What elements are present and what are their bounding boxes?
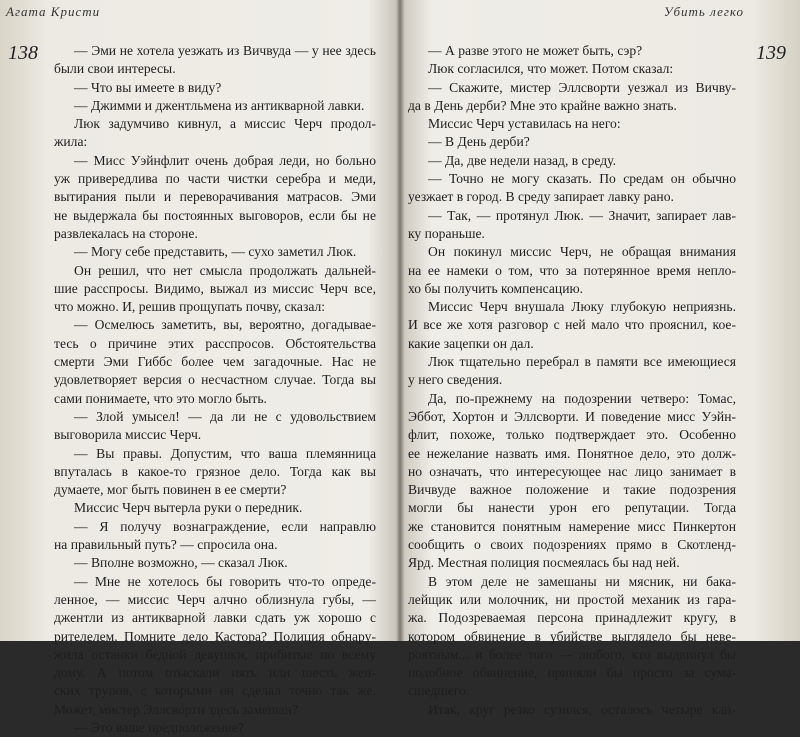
right-page [402,0,800,717]
text-line: жила: [54,134,88,150]
left-page [0,0,398,735]
text-line: Он покинул миссис Черч, не обращая внимания [428,244,736,260]
body-text [408,42,736,719]
text-line: — Скажите, мистер Эллсворти уезжал из Вичву- [428,79,736,95]
text-line: шие расспросы. Видимо, выжал из миссис Черч все, [54,280,376,296]
text-line: — Вполне возможно, — сказал Люк. [74,555,288,571]
text-line: Может, мистер Эллсворти здесь замешан? [54,701,298,717]
text-line: ку пораньше. [408,225,485,241]
text-line: уезжает в город. В среду запирает лавку рано. [408,189,674,205]
text-line: жила останки бедной девушки, прибитые по всему [54,646,376,662]
text-line: но означать, что интересующее нас лицо занимает в [408,463,736,479]
text-line: — А разве этого не может быть, сэр? [428,43,643,58]
text-line: вытирания пыли и переворачивания матрасов. Эми [54,189,376,205]
text-line: тесь о причине этих расспросов. Обстоятельства [54,335,376,351]
text-line: подобное обвинение, приняли бы просто за сума- [408,665,736,681]
text-line: Ярд. Местная полиция посмеялась бы над ней. [408,555,680,571]
text-line: Итак, круг резко сузился, осталось четыре кан- [428,701,736,717]
running-head-author: Агата Кристи [6,4,101,19]
text-line: — Мне не хотелось бы говорить что-то опреде- [74,573,376,589]
text-line: впуталась в какое-то грязное дело. Тогда как вы [54,463,376,479]
text-line: Люк согласился, что может. Потом сказал: [428,61,674,77]
text-line: — Да, две недели назад, в среду. [428,152,616,168]
text-line: Он решил, что нет смысла продолжать дальней- [74,262,376,278]
page-number: 139 [756,42,786,64]
text-line: — Могу себе представить, — сухо заметил Люк. [74,244,357,260]
text-line: — Так, — протянул Люк. — Значит, запирает лав- [428,207,736,223]
text-line: И все же хотя разговор с ней мало что прояснил, кое- [408,317,736,333]
text-line: какие зацепки он дал. [408,335,534,351]
text-line: были свои интересы. [54,61,176,77]
text-line: — Джимми и джентльмена из антикварной лавки. [74,97,365,113]
text-line: котором обвинение в убийстве выглядело бы невe- [408,628,736,644]
text-line: — Вы правы. Допустим, что ваша племянница [74,445,376,461]
text-line: — Эми не хотела уезжать из Вичвуда — у нее здесь [74,43,376,58]
running-head-title: Убить легко [663,4,744,19]
page-number: 138 [8,42,38,64]
text-line: хо бы получить компенсацию. [408,280,584,296]
text-line: же становится понятным намерение мисс Пинкертон [408,518,736,534]
text-line: Люк тщательно перебрал в памяти все имеющиеся [428,354,736,370]
text-line: жа. Подозреваемая персона принадлежит кругу, в [408,610,736,626]
text-line: джентли из антикварной лавки сдать уж хорошо с [54,610,376,626]
text-line: ских трупов, с которыми он сделал точно так же. [54,683,376,699]
text-line: Миссис Черч уставилась на него: [428,116,621,132]
text-line: Люк задумчиво кивнул, а миссис Черч продол- [74,116,376,132]
text-line: роятным... и более того — любого, кто выдвинул бы [408,646,736,662]
text-line: В этом деле не замешаны ни мясник, ни бака- [428,573,736,589]
text-line: не выдержала бы постоянных выговоров, если бы не [54,207,376,223]
text-line: сообщить о своих подозрениях прямо в Скотленд- [408,537,736,553]
text-line: да в День дерби? Мне это крайне важно знать. [408,97,677,113]
text-line: думаете, мог быть повинен в ее смерти? [54,482,287,498]
body-text [54,42,376,737]
text-line: Вичвуде важное положение и такие подозрения [408,482,736,498]
text-line: — Осмелюсь заметить, вы, вероятно, догадывае- [74,317,376,333]
text-line: уж привередлива по части чистки серебра и меди, [54,171,376,187]
text-line: Эббот, Хортон и Эллсворти. И поведение мисс Уэйн- [408,408,736,424]
text-line: Миссис Черч вытерла руки о передник. [74,500,303,516]
text-line: — Это ваше предположение? [74,719,244,735]
text-line: — Что вы имеете в виду? [74,79,222,95]
text-line: — Злой умысел! — да ли не с удовольствием [74,408,376,424]
text-line: дому. А потом отыскали пять или шесть жен- [54,665,376,681]
text-line: ее нежелание назвать имя. Понятное дело, это долж- [408,445,736,461]
text-line: Да, по-прежнему на подозрении четверо: Томас, [428,390,736,406]
text-line: развлекалась на стороне. [54,225,198,241]
text-line: — Точно не могу сказать. По средам он обычно [428,171,736,187]
text-line: Миссис Черч внушала Люку глубокую неприязнь. [428,299,736,315]
text-line: смерти Эми Гиббс более чем загадочные. Нас не [54,354,376,370]
text-line: — Я получу вознаграждение, если направлю [74,518,376,534]
text-line: рителелем. Помните дело Кастора? Полиция обнару- [54,628,376,644]
text-line: — Мисс Уэйнфлит очень добрая леди, но больно [74,152,376,168]
text-line: сшедшего. [408,683,470,699]
text-line: у него сведения. [408,372,503,388]
text-line: могли бы нанести урон его репутации. Тогда [408,500,736,516]
text-line: выговорила миссис Черч. [54,427,202,443]
text-line: на ее намеки о том, что за потерянное время непло- [408,262,736,278]
text-line: на правильный путь? — спросила она. [54,537,278,553]
text-line: сами понимаете, что это могло быть. [54,390,267,406]
text-line: — В День дерби? [428,134,530,150]
text-line: флит, похоже, только подтверждает это. Особенно [408,427,736,443]
text-line: ленное, — миссис Черч алчно облизнула губы, — [54,591,376,607]
text-line: удовлетворяет версия о несчастном случае. Тогда вы [54,372,376,388]
text-line: лейщик или молочник, ни простой механик из гара- [408,591,736,607]
text-line: что можно. И, решив прощупать почву, сказал: [54,299,326,315]
